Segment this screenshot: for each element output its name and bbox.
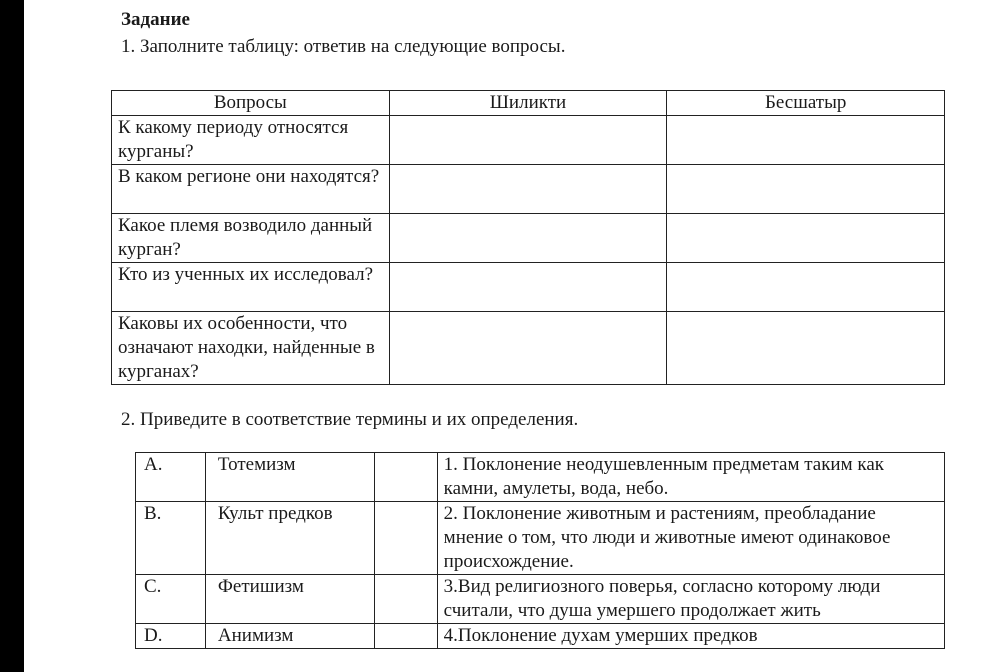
question-cell: К какому периоду относятся курганы?: [112, 116, 390, 165]
answer-cell-besshatyr[interactable]: [667, 312, 945, 385]
answer-cell-shilikti[interactable]: [389, 312, 667, 385]
table-row: [112, 312, 945, 385]
answer-cell-besshatyr[interactable]: [667, 263, 945, 312]
question-cell: В каком регионе они находятся?: [112, 165, 390, 214]
term-letter: C.: [136, 575, 206, 624]
task-2-instruction: 2. Приведите в соответствие термины и их определения.: [121, 409, 579, 430]
answer-cell-besshatyr[interactable]: [667, 116, 945, 165]
header-shilikti: Шиликти: [389, 91, 667, 116]
definition-cell: 3.Вид религиозного поверья, согласно которому люди считали, что душа умершего продолжает жить: [437, 575, 944, 624]
term-letter: A.: [136, 453, 206, 502]
term-name: Тотемизм: [205, 453, 374, 502]
definition-cell: 1. Поклонение неодушевленным предметам таким как камни, амулеты, вода, небо.: [437, 453, 944, 502]
document-page: [24, 0, 1005, 672]
answer-cell-shilikti[interactable]: [389, 165, 667, 214]
matching-table: [135, 452, 945, 649]
table-row: [136, 575, 945, 624]
term-name: Фетишизм: [205, 575, 374, 624]
term-name: Анимизм: [205, 624, 374, 649]
table-row: [112, 214, 945, 263]
definition-cell: 2. Поклонение животным и растениям, преобладание мнение о том, что люди и животные имеют одинаковое происхождение.: [437, 502, 944, 575]
header-questions: Вопросы: [112, 91, 390, 116]
questions-table: [111, 90, 945, 385]
header-besshatyr: Бесшатыр: [667, 91, 945, 116]
definition-cell: 4.Поклонение духам умерших предков: [437, 624, 944, 649]
question-cell: Кто из ученных их исследовал?: [112, 263, 390, 312]
answer-cell-shilikti[interactable]: [389, 263, 667, 312]
term-letter: B.: [136, 502, 206, 575]
table-row: [112, 116, 945, 165]
table-header-row: [112, 91, 945, 116]
table-row: [112, 263, 945, 312]
answer-cell-shilikti[interactable]: [389, 116, 667, 165]
question-cell: Каковы их особенности, что означают находки, найденные в курганах?: [112, 312, 390, 385]
answer-cell-besshatyr[interactable]: [667, 214, 945, 263]
table-row: [136, 453, 945, 502]
table-row: [112, 165, 945, 214]
left-black-bar: [0, 0, 24, 672]
answer-cell[interactable]: [374, 453, 437, 502]
answer-cell-shilikti[interactable]: [389, 214, 667, 263]
task-1-instruction: 1. Заполните таблицу: ответив на следующие вопросы.: [121, 36, 566, 57]
term-name: Культ предков: [205, 502, 374, 575]
answer-cell[interactable]: [374, 502, 437, 575]
answer-cell[interactable]: [374, 575, 437, 624]
answer-cell-besshatyr[interactable]: [667, 165, 945, 214]
term-letter: D.: [136, 624, 206, 649]
answer-cell[interactable]: [374, 624, 437, 649]
table-row: [136, 502, 945, 575]
page-title: Задание: [121, 9, 190, 30]
question-cell: Какое племя возводило данный курган?: [112, 214, 390, 263]
table-row: [136, 624, 945, 649]
